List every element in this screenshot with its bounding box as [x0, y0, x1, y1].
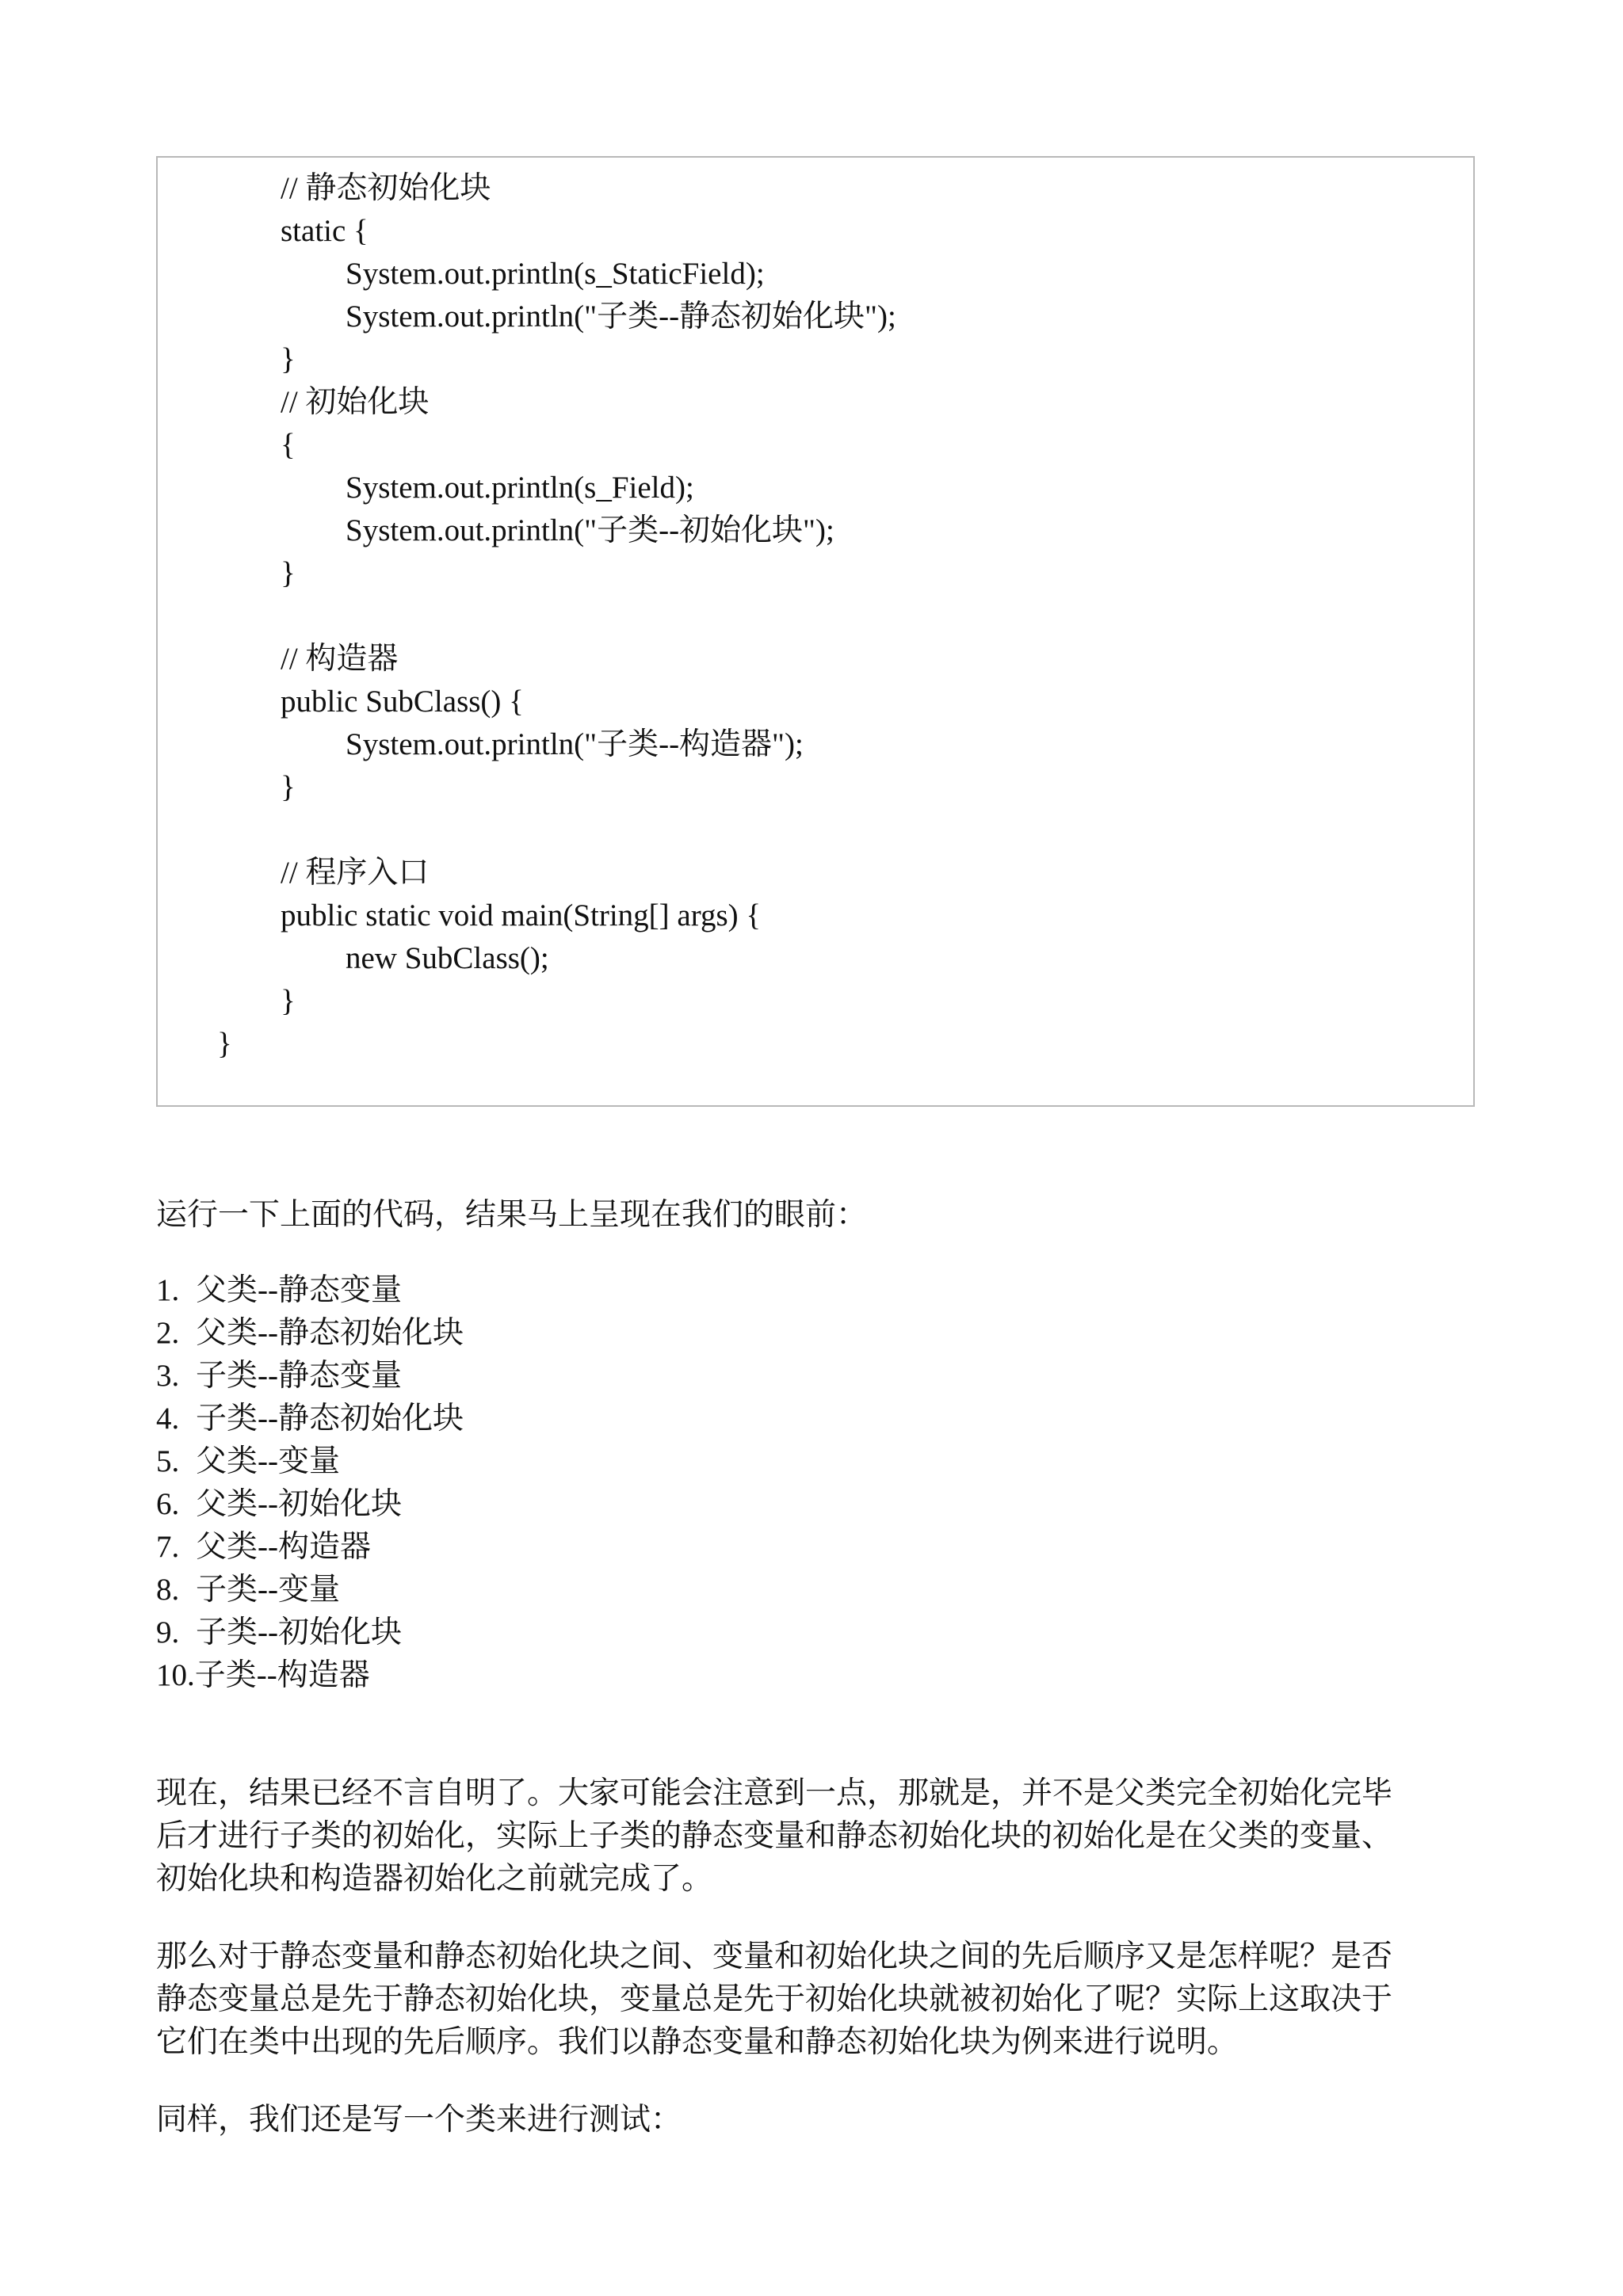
list-item: [156, 1398, 464, 1440]
list-item: [156, 1440, 340, 1483]
code-line: }: [281, 770, 296, 804]
list-text: 父类--静态初始化块: [196, 1316, 464, 1350]
paragraph-line: 同样，我们还是写一个类来进行测试：: [156, 2103, 682, 2137]
list-text: 父类--构造器: [196, 1530, 371, 1564]
code-line: {: [281, 428, 296, 462]
list-item: [156, 1312, 464, 1355]
list-item: [156, 1654, 370, 1697]
code-line: System.out.println("子类--初始化块");: [346, 513, 834, 547]
code-line: System.out.println("子类--构造器");: [346, 727, 804, 761]
list-text: 父类--变量: [196, 1444, 340, 1478]
code-line: // 静态初始化块: [281, 171, 491, 205]
list-text: 子类--静态变量: [196, 1359, 402, 1393]
code-line: System.out.println("子类--静态初始化块");: [346, 299, 896, 334]
code-line: // 初始化块: [281, 385, 430, 419]
list-text: 子类--构造器: [194, 1658, 370, 1692]
paragraph-line: 它们在类中出现的先后顺序。我们以静态变量和静态初始化块为例来进行说明。: [156, 2025, 1239, 2059]
paragraph-line: 初始化块和构造器初始化之前就完成了。: [156, 1862, 713, 1896]
code-line: static {: [281, 214, 369, 248]
list-text: 子类--初始化块: [196, 1615, 402, 1650]
code-line: new SubClass();: [346, 941, 549, 975]
list-number: 10.: [156, 1658, 195, 1692]
list-text: 子类--变量: [196, 1573, 340, 1607]
list-number: 7.: [156, 1530, 180, 1564]
code-line: System.out.println(s_Field);: [346, 471, 694, 505]
code-line: System.out.println(s_StaticField);: [346, 257, 765, 291]
list-number: 4.: [156, 1402, 180, 1436]
code-line: // 程序入口: [281, 856, 430, 890]
code-line: public SubClass() {: [281, 685, 524, 719]
list-item: [156, 1526, 371, 1569]
list-number: 1.: [156, 1273, 180, 1307]
list-number: 6.: [156, 1487, 180, 1521]
list-item: [156, 1611, 402, 1654]
code-line: }: [281, 984, 296, 1018]
list-number: 9.: [156, 1615, 180, 1650]
list-item: [156, 1483, 402, 1526]
paragraph-line: 静态变量总是先于静态初始化块，变量总是先于初始化块就被初始化了呢？实际上这取决于: [156, 1982, 1393, 2016]
list-text: 父类--初始化块: [196, 1487, 402, 1521]
paragraph-line: 那么对于静态变量和静态初始化块之间、变量和初始化块之间的先后顺序又是怎样呢？是否: [156, 1939, 1393, 1974]
list-number: 2.: [156, 1316, 180, 1350]
list-number: 8.: [156, 1573, 180, 1607]
code-line: public static void main(String[] args) {: [281, 898, 762, 933]
code-block: [156, 156, 1475, 1107]
list-item: [156, 1569, 340, 1611]
paragraph-line: 后才进行子类的初始化，实际上子类的静态变量和静态初始化块的初始化是在父类的变量、: [156, 1819, 1393, 1853]
intro-text: 运行一下上面的代码，结果马上呈现在我们的眼前：: [156, 1198, 868, 1232]
list-item: [156, 1269, 402, 1312]
list-item: [156, 1355, 402, 1398]
list-number: 5.: [156, 1444, 180, 1478]
list-text: 子类--静态初始化块: [196, 1402, 464, 1436]
code-line: }: [217, 1027, 232, 1061]
list-text: 父类--静态变量: [196, 1273, 402, 1307]
code-line: }: [281, 342, 296, 376]
code-line: // 构造器: [281, 642, 399, 676]
list-number: 3.: [156, 1359, 180, 1393]
code-line: }: [281, 556, 296, 590]
paragraph-line: 现在，结果已经不言自明了。大家可能会注意到一点，那就是，并不是父类完全初始化完毕: [156, 1776, 1393, 1810]
